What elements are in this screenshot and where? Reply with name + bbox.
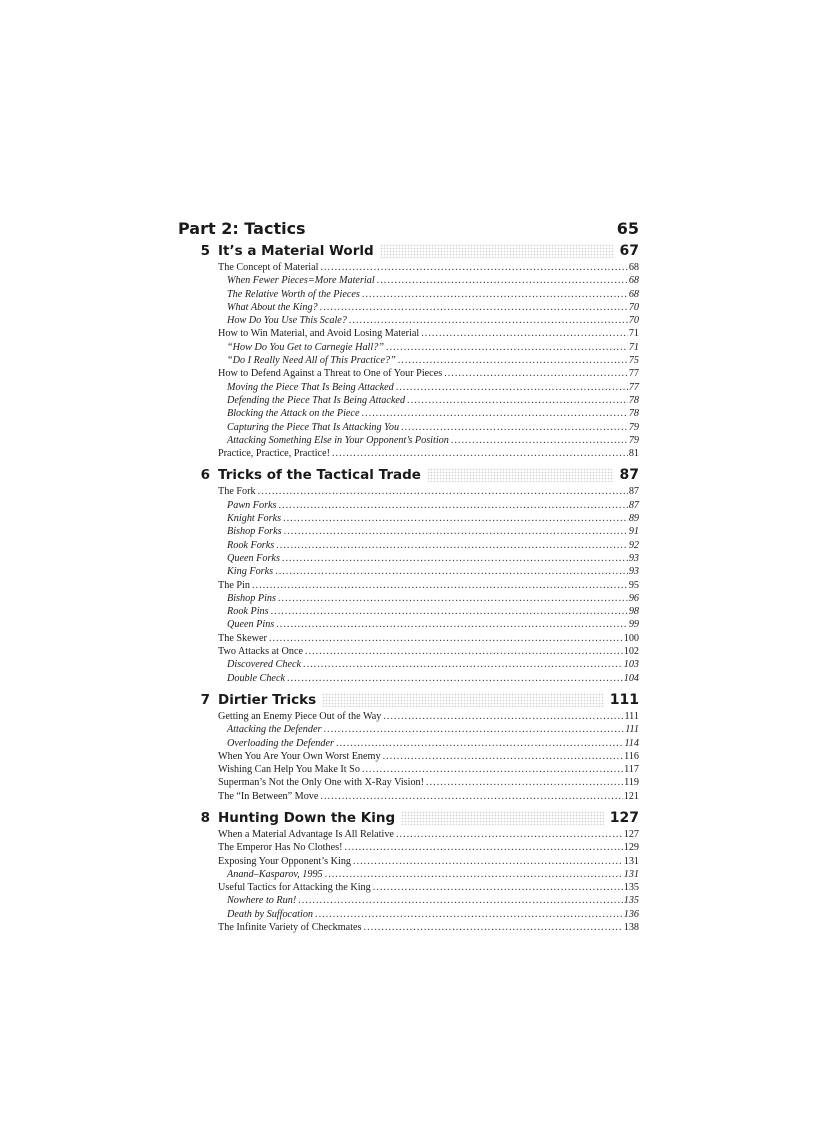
dot-leader — [377, 274, 628, 287]
dot-leader — [421, 327, 628, 340]
toc-subentry[interactable] — [218, 434, 639, 447]
dot-leader — [336, 737, 624, 750]
entry-title: Two Attacks at Once — [218, 646, 304, 658]
entry-page-number: 129 — [623, 842, 639, 854]
entry-page-number: 87 — [628, 499, 639, 511]
dot-leader — [444, 367, 628, 380]
entry-page-number: 121 — [623, 790, 639, 802]
chapter-number: 5 — [200, 243, 210, 259]
dot-leader — [258, 485, 628, 498]
entry-title: Getting an Enemy Piece Out of the Way — [218, 710, 382, 722]
chapter-heading[interactable] — [178, 241, 639, 261]
entry-title: Defending the Piece That Is Being Attacked — [227, 394, 406, 406]
chapter-entries — [218, 710, 639, 803]
entry-page-number: 71 — [628, 341, 639, 353]
entry-page-number: 93 — [628, 566, 639, 578]
toc-subentry[interactable] — [218, 499, 639, 512]
entry-title: Pawn Forks — [227, 499, 277, 511]
toc-entry[interactable] — [218, 485, 639, 498]
dot-leader — [396, 381, 628, 394]
chapter-page-number: 127 — [609, 809, 639, 826]
entry-title: Rook Forks — [227, 539, 275, 551]
chapter-title: Dirtier Tricks — [218, 691, 317, 708]
entry-page-number: 100 — [623, 632, 639, 644]
toc-entry[interactable] — [218, 579, 639, 592]
dot-leader — [362, 288, 628, 301]
dot-leader — [298, 894, 622, 907]
dot-leader — [269, 632, 623, 645]
toc-subentry[interactable] — [218, 908, 639, 921]
chapter-page-number: 67 — [619, 243, 639, 259]
entry-title: Rook Pins — [227, 606, 269, 618]
entry-page-number: 116 — [624, 750, 639, 762]
toc-entry[interactable] — [218, 828, 639, 841]
entry-page-number: 96 — [628, 592, 639, 604]
entry-title: How to Defend Against a Threat to One of Your Pieces — [218, 368, 443, 380]
toc-subentry[interactable] — [218, 565, 639, 578]
toc-subentry[interactable] — [218, 894, 639, 907]
toc-entry[interactable] — [218, 763, 639, 776]
dot-leader — [284, 525, 628, 538]
entry-title: Queen Forks — [227, 552, 280, 564]
dot-leader — [383, 710, 623, 723]
entry-page-number: 79 — [628, 421, 639, 433]
entry-page-number: 95 — [628, 579, 639, 591]
entry-title: Bishop Forks — [227, 526, 282, 538]
entry-title: Practice, Practice, Practice! — [218, 448, 330, 460]
entry-page-number: 68 — [628, 288, 639, 300]
dot-leader — [279, 499, 628, 512]
dot-leader — [252, 579, 628, 592]
entry-page-number: 81 — [628, 448, 639, 460]
entry-page-number: 77 — [628, 368, 639, 380]
dot-leader — [361, 407, 627, 420]
entry-title: Blocking the Attack on the Piece — [227, 408, 360, 420]
chapter-number: 7 — [200, 691, 210, 708]
toc-subentry[interactable] — [218, 314, 639, 327]
toc-entry[interactable] — [218, 447, 639, 460]
entry-title: How to Win Material, and Avoid Losing Material — [218, 328, 420, 340]
chapter-page-number: 111 — [609, 691, 639, 708]
toc-entry[interactable] — [218, 841, 639, 854]
dot-leader — [426, 776, 623, 789]
entry-page-number: 89 — [628, 513, 639, 525]
toc-entry[interactable] — [218, 750, 639, 763]
toc-entry[interactable] — [218, 776, 639, 789]
entry-page-number: 93 — [628, 552, 639, 564]
entry-page-number: 111 — [625, 724, 639, 736]
toc-entry[interactable] — [218, 261, 639, 274]
entry-page-number: 136 — [623, 908, 639, 920]
entry-title: Attacking the Defender — [227, 724, 322, 736]
entry-title: The Emperor Has No Clothes! — [218, 842, 343, 854]
dot-leader — [276, 618, 628, 631]
entry-page-number: 75 — [628, 355, 639, 367]
toc-subentry[interactable] — [218, 723, 639, 736]
chapter-heading[interactable] — [178, 465, 639, 485]
dot-leader — [303, 658, 623, 671]
entry-title: The Concept of Material — [218, 262, 319, 273]
entry-title: “Do I Really Need All of This Practice?” — [227, 355, 396, 367]
toc-subentry[interactable] — [218, 394, 639, 407]
entry-page-number: 135 — [623, 895, 639, 907]
dot-leader — [373, 881, 623, 894]
dot-leader — [315, 908, 623, 921]
chapter-heading[interactable] — [178, 808, 639, 828]
entry-page-number: 70 — [628, 301, 639, 313]
dot-leader — [305, 645, 623, 658]
dot-leader — [323, 723, 624, 736]
dot-leader — [332, 447, 628, 460]
chapter-6 — [178, 465, 639, 684]
toc-subentry[interactable] — [218, 592, 639, 605]
entry-page-number: 104 — [623, 672, 639, 684]
dot-leader — [325, 868, 623, 881]
chapter-dot-leader — [427, 468, 614, 482]
chapter-page-number: 87 — [619, 467, 639, 484]
entry-title: The Relative Worth of the Pieces — [227, 288, 360, 300]
entry-title: Useful Tactics for Attacking the King — [218, 882, 371, 894]
chapter-list — [178, 241, 639, 934]
entry-page-number: 77 — [628, 381, 639, 393]
entry-page-number: 135 — [623, 882, 639, 894]
entry-title: When Fewer Pieces=More Material — [227, 275, 375, 287]
dot-leader — [344, 841, 622, 854]
entry-title: When You Are Your Own Worst Enemy — [218, 750, 381, 762]
dot-leader — [349, 314, 628, 327]
entry-page-number: 127 — [623, 828, 639, 840]
dot-leader — [362, 763, 623, 776]
entry-title: Bishop Pins — [227, 592, 276, 604]
chapter-entries — [218, 828, 639, 934]
entry-page-number: 114 — [624, 737, 639, 749]
entry-title: Attacking Something Else in Your Opponent’s Position — [227, 434, 449, 446]
entry-page-number: 87 — [628, 486, 639, 498]
toc-subentry[interactable] — [218, 737, 639, 750]
toc-subentry[interactable] — [218, 618, 639, 631]
dot-leader — [278, 592, 628, 605]
toc-subentry[interactable] — [218, 525, 639, 538]
entry-title: Anand–Kasparov, 1995 — [227, 868, 323, 880]
dot-leader — [451, 434, 628, 447]
toc-entry[interactable] — [218, 790, 639, 803]
toc-subentry[interactable] — [218, 421, 639, 434]
entry-page-number: 99 — [628, 619, 639, 631]
part-heading — [178, 218, 639, 240]
toc-subentry[interactable] — [218, 274, 639, 287]
entry-title: The Infinite Variety of Checkmates — [218, 922, 362, 934]
dot-leader — [320, 790, 622, 803]
dot-leader — [398, 354, 628, 367]
dot-leader — [383, 750, 624, 763]
dot-leader — [275, 565, 628, 578]
chapter-number: 8 — [200, 809, 210, 826]
toc-subentry[interactable] — [218, 605, 639, 618]
entry-page-number: 119 — [624, 777, 639, 789]
chapter-number: 6 — [200, 467, 210, 484]
entry-page-number: 68 — [628, 275, 639, 287]
entry-title: How Do You Use This Scale? — [227, 315, 347, 327]
toc-subentry[interactable] — [218, 672, 639, 685]
entry-page-number: 131 — [623, 868, 639, 880]
entry-title: Knight Forks — [227, 513, 282, 525]
entry-page-number: 78 — [628, 408, 639, 420]
chapter-title: Tricks of the Tactical Trade — [218, 467, 421, 484]
toc-entry[interactable] — [218, 327, 639, 340]
dot-leader — [364, 921, 623, 934]
chapter-dot-leader — [322, 693, 604, 707]
entry-page-number: 103 — [623, 659, 639, 671]
dot-leader — [386, 341, 628, 354]
entry-title: King Forks — [227, 566, 274, 578]
entry-page-number: 91 — [628, 526, 639, 538]
entry-title: The Fork — [218, 486, 256, 498]
entry-title: When a Material Advantage Is All Relative — [218, 828, 394, 840]
entry-page-number: 102 — [623, 646, 639, 658]
chapter-dot-leader — [380, 244, 614, 258]
chapter-entries — [218, 485, 639, 684]
entry-title: Superman’s Not the Only One with X-Ray Vision! — [218, 777, 425, 789]
entry-title: Double Check — [227, 672, 285, 684]
entry-page-number: 92 — [628, 539, 639, 551]
dot-leader — [276, 539, 628, 552]
dot-leader — [320, 261, 627, 274]
toc-entry[interactable] — [218, 367, 639, 380]
toc-subentry[interactable] — [218, 407, 639, 420]
chapter-7 — [178, 690, 639, 803]
chapter-heading[interactable] — [178, 690, 639, 710]
toc-entry[interactable] — [218, 710, 639, 723]
entry-page-number: 98 — [628, 606, 639, 618]
part-page-number: 65 — [616, 219, 639, 238]
table-of-contents — [178, 218, 639, 939]
entry-title: The “In Between” Move — [218, 790, 319, 802]
toc-subentry[interactable] — [218, 868, 639, 881]
dot-leader — [287, 672, 623, 685]
entry-page-number: 78 — [628, 394, 639, 406]
toc-subentry[interactable] — [218, 658, 639, 671]
toc-subentry[interactable] — [218, 381, 639, 394]
toc-subentry[interactable] — [218, 539, 639, 552]
dot-leader — [282, 552, 628, 565]
chapter-entries — [218, 261, 639, 460]
entry-title: Nowhere to Run! — [227, 895, 297, 907]
dot-leader — [401, 421, 628, 434]
toc-subentry[interactable] — [218, 301, 639, 314]
toc-subentry[interactable] — [218, 512, 639, 525]
entry-title: Queen Pins — [227, 619, 275, 631]
entry-title: Death by Suffocation — [227, 908, 314, 920]
entry-title: Moving the Piece That Is Being Attacked — [227, 381, 394, 393]
part-title: Part 2: Tactics — [178, 219, 306, 238]
dot-leader — [407, 394, 628, 407]
dot-leader — [353, 855, 623, 868]
entry-page-number: 111 — [624, 710, 639, 722]
toc-subentry[interactable] — [218, 288, 639, 301]
toc-entry[interactable] — [218, 921, 639, 934]
entry-page-number: 117 — [624, 764, 639, 776]
chapter-8 — [178, 808, 639, 934]
entry-title: Wishing Can Help You Make It So — [218, 764, 360, 776]
toc-subentry[interactable] — [218, 354, 639, 367]
toc-entry[interactable] — [218, 632, 639, 645]
toc-subentry[interactable] — [218, 552, 639, 565]
dot-leader — [320, 301, 628, 314]
entry-page-number: 71 — [628, 328, 639, 340]
chapter-title: Hunting Down the King — [218, 809, 396, 826]
entry-title: Exposing Your Opponent’s King — [218, 855, 352, 867]
dot-leader — [396, 828, 623, 841]
chapter-title: It’s a Material World — [218, 243, 374, 259]
chapter-5 — [178, 241, 639, 460]
chapter-dot-leader — [401, 811, 604, 825]
entry-title: The Pin — [218, 579, 250, 591]
dot-leader — [271, 605, 628, 618]
entry-page-number: 131 — [623, 855, 639, 867]
entry-page-number: 70 — [628, 315, 639, 327]
entry-title: Overloading the Defender — [227, 737, 334, 749]
toc-entry[interactable] — [218, 855, 639, 868]
toc-entry[interactable] — [218, 645, 639, 658]
entry-page-number: 79 — [628, 434, 639, 446]
toc-entry[interactable] — [218, 881, 639, 894]
entry-title: “How Do You Get to Carnegie Hall?” — [227, 341, 384, 353]
entry-title: Discovered Check — [227, 659, 302, 671]
entry-title: The Skewer — [218, 632, 267, 644]
toc-subentry[interactable] — [218, 341, 639, 354]
entry-title: What About the King? — [227, 301, 318, 313]
entry-page-number: 138 — [623, 922, 639, 934]
dot-leader — [283, 512, 628, 525]
entry-title: Capturing the Piece That Is Attacking You — [227, 421, 400, 433]
entry-page-number: 68 — [628, 262, 639, 273]
